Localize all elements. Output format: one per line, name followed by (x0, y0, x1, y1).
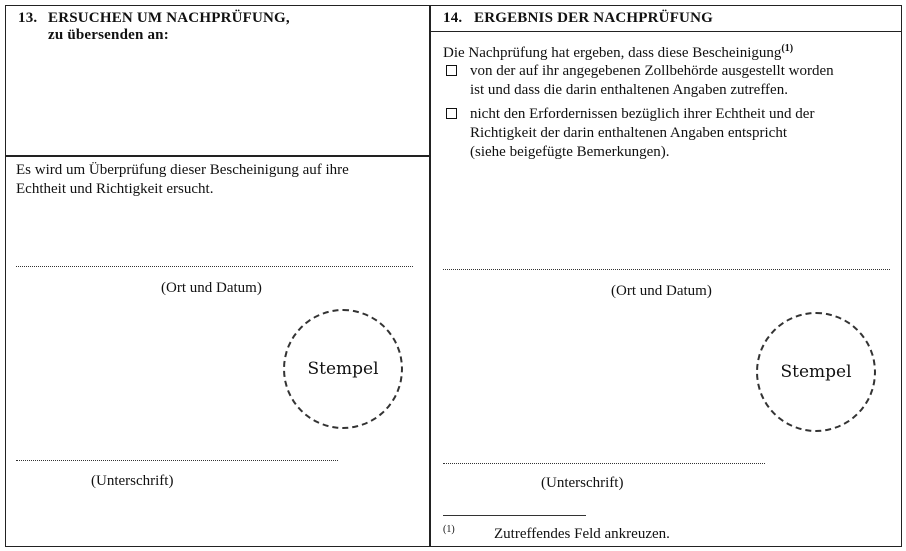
stamp-label-right: Stempel (780, 362, 852, 382)
option-1-line-1: von der auf ihr angegebenen Zollbehörde ausgestellt worden (470, 63, 834, 79)
signature-label-left: (Unterschrift) (91, 473, 174, 489)
stamp-area-right (756, 312, 876, 432)
section-13-title: ERSUCHEN UM NACHPRÜFUNG, (48, 10, 290, 26)
request-text-line-2: Echtheit und Richtigkeit ersucht. (16, 181, 214, 197)
place-date-line-right[interactable] (443, 269, 890, 270)
section-14-number: 14. (443, 10, 463, 26)
place-date-label-left: (Ort und Datum) (161, 280, 262, 296)
signature-line-right[interactable] (443, 463, 765, 464)
section-13-number: 13. (18, 10, 38, 26)
signature-line-left[interactable] (16, 460, 338, 461)
place-date-label-right: (Ort und Datum) (611, 283, 712, 299)
checkbox-issued-correct[interactable] (446, 65, 457, 76)
signature-label-right: (Unterschrift) (541, 475, 624, 491)
place-date-line-left[interactable] (16, 266, 413, 267)
stamp-area-left (283, 309, 403, 429)
section-13-subtitle: zu übersenden an: (48, 27, 169, 43)
request-text-line-1: Es wird um Überprüfung dieser Bescheinigung auf ihre (16, 162, 349, 178)
result-intro (443, 39, 793, 63)
footnote-marker: (1) (443, 524, 455, 535)
footnote-text: Zutreffendes Feld ankreuzen. (494, 526, 670, 542)
option-2-line-1: nicht den Erfordernissen bezüglich ihrer Echtheit und der (470, 106, 815, 122)
option-1-line-2: ist und dass die darin enthaltenen Angaben zutreffen. (470, 82, 788, 98)
result-intro-text: Die Nachprüfung hat ergeben, dass diese Bescheinigung (443, 45, 782, 61)
section-14-title: ERGEBNIS DER NACHPRÜFUNG (474, 10, 713, 26)
stamp-label-left: Stempel (307, 359, 379, 379)
checkbox-not-authentic[interactable] (446, 108, 457, 119)
footnote-rule (443, 515, 586, 516)
result-intro-footnote-ref: (1) (781, 43, 794, 54)
section-14-title-rule (430, 31, 901, 32)
option-2-line-3: (siehe beigefügte Bemerkungen). (470, 144, 670, 160)
option-2-line-2: Richtigkeit der darin enthaltenen Angaben entspricht (470, 125, 787, 141)
